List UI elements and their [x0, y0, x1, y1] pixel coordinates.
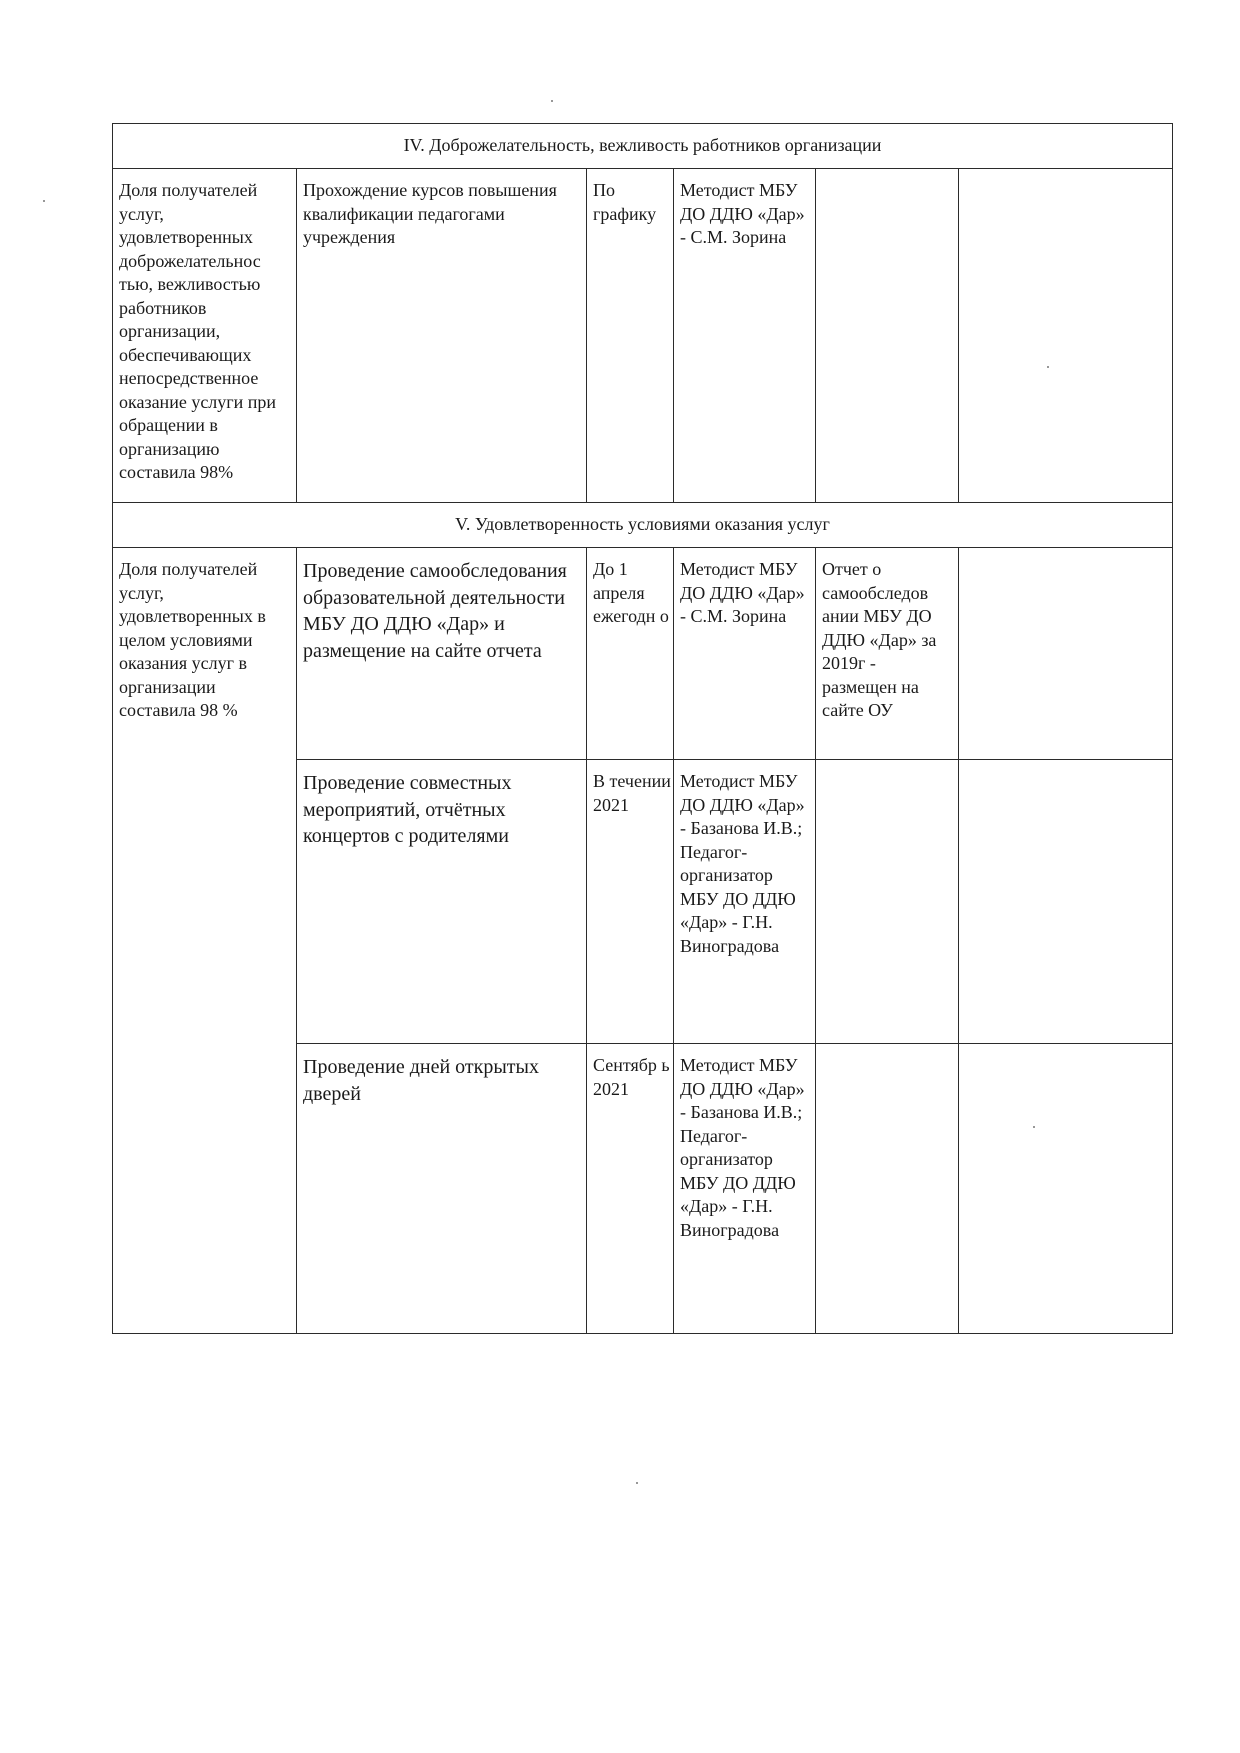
measure-cell: Проведение дней открытых дверей [297, 1044, 587, 1334]
section-header-row [113, 124, 1173, 169]
responsible-cell: Методист МБУ ДО ДДЮ «Дар» - Базанова И.В.; Педагог-организатор МБУ ДО ДДЮ «Дар» - Г.Н. Виноградова [674, 1044, 816, 1334]
section-iv-title: IV. Доброжелательность, вежливость работников организации [113, 124, 1173, 169]
scan-speck [551, 100, 553, 102]
responsible-cell: Методист МБУ ДО ДДЮ «Дар» - С.М. Зорина [674, 169, 816, 503]
scan-speck [43, 200, 45, 202]
section-v-title: V. Удовлетворенность условиями оказания услуг [113, 503, 1173, 548]
deadline-cell: В течении 2021 [587, 760, 674, 1044]
measure-cell: Проведение совместных мероприятий, отчётных концертов с родителями [297, 760, 587, 1044]
note-cell [959, 169, 1173, 503]
result-cell [816, 169, 959, 503]
responsible-cell: Методист МБУ ДО ДДЮ «Дар» - Базанова И.В.; Педагог-организатор МБУ ДО ДДЮ «Дар» - Г.Н. Виноградова [674, 760, 816, 1044]
note-cell [959, 760, 1173, 1044]
result-cell [816, 1044, 959, 1334]
deadline-cell: По графику [587, 169, 674, 503]
note-cell [959, 1044, 1173, 1334]
measure-cell: Прохождение курсов повышения квалификации педагогами учреждения [297, 169, 587, 503]
improvement-plan-table [112, 123, 1173, 1334]
responsible-cell: Методист МБУ ДО ДДЮ «Дар» - С.М. Зорина [674, 548, 816, 760]
scan-speck [1047, 366, 1049, 368]
scan-speck [636, 1482, 638, 1484]
deadline-cell: До 1 апреля ежегодн о [587, 548, 674, 760]
deadline-cell: Сентябр ь 2021 [587, 1044, 674, 1334]
result-cell [816, 760, 959, 1044]
measure-cell: Проведение самообследования образовательной деятельности МБУ ДО ДДЮ «Дар» и размещение на сайте отчета [297, 548, 587, 760]
indicator-cell: Доля получателей услуг, удовлетворенных доброжелательнос тью, вежливостью работников организации, обеспечивающих непосредственное оказание услуги при обращении в организацию составила 98% [113, 169, 297, 503]
indicator-cell: Доля получателей услуг, удовлетворенных в целом условиями оказания услуг в организации составила 98 % [113, 548, 297, 1334]
table-row [113, 548, 1173, 760]
note-cell [959, 548, 1173, 760]
table-row [113, 169, 1173, 503]
section-header-row [113, 503, 1173, 548]
scan-speck [1033, 1126, 1035, 1128]
result-cell: Отчет о самообследов ании МБУ ДО ДДЮ «Дар» за 2019г - размещен на сайте ОУ [816, 548, 959, 760]
